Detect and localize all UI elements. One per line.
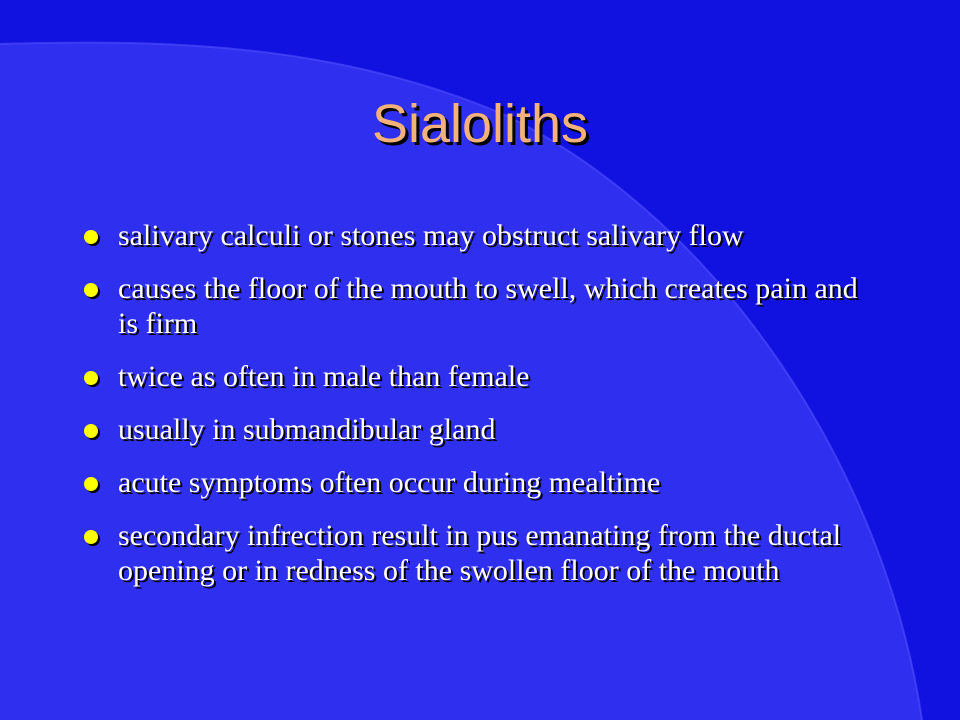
bullet-text: usually in submandibular gland [118, 413, 496, 446]
bullet-text: acute symptoms often occur during mealtime [118, 466, 661, 499]
bullet-item [84, 218, 884, 253]
bullet-text: twice as often in male than female [118, 360, 530, 393]
bullet-item [84, 518, 884, 588]
bullet-dot-icon [84, 530, 98, 544]
bullet-dot-icon [84, 371, 98, 385]
bullet-text: causes the floor of the mouth to swell, which creates pain and is firm [118, 272, 858, 340]
bullet-list [84, 218, 884, 606]
bullet-dot-icon [84, 283, 98, 297]
bullet-item [84, 412, 884, 447]
bullet-dot-icon [84, 230, 98, 244]
slide-title: Sialoliths [371, 94, 589, 154]
bullet-dot-icon [84, 424, 98, 438]
bullet-item [84, 271, 884, 341]
bullet-item [84, 465, 884, 500]
bullet-dot-icon [84, 477, 98, 491]
bullet-text: salivary calculi or stones may obstruct salivary flow [118, 219, 744, 252]
bullet-item [84, 359, 884, 394]
bullet-text: secondary infrection result in pus emanating from the ductal opening or in redness of the swollen floor of the mouth [118, 519, 842, 587]
